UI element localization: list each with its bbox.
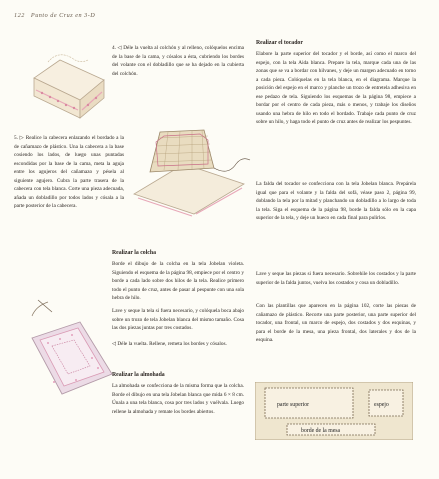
tocador-paragraph-4: Con las plantillas que aparecen en la página 102, corte las piezas de cañamazo de plástico. Recorte una parte posterior, una parte superior del tocador, una frontal, un marco de espejo, dos costados y dos esquinas, y para el borde de la mesa, una pieza frontal, dos laterales y dos de la esquina. — [256, 303, 416, 343]
almohada-heading: Realizar la almohada — [112, 372, 165, 378]
page-number: 122 — [14, 12, 25, 19]
almohada-paragraph: La almohada se confecciona de la misma forma que la colcha. Borde el dibujo en una tela Jobelan blanca que mida 6 × 8 cm. Únala a una tela blanca, cosa por tres lados y vuélvala. Luego rellene la almohada y remate los bordes abiertos. — [112, 383, 244, 415]
step-5-text: 5. ▷ Realice la cabecera enlazando el bordado a la de cañamazo de plástico. Una la cabecera a la base cosiendo los lados, de luego unas puntadas escondidas por la base de la cama, meta la aguja entre los agujeros del cañamazo y pésela al siguiente agujero. Cubra la parte trasera de la cabecera con tela blanca. Corte una pieza adecuada, añada un dobladillo por todos lados y cósala a la parte posterior de la cabecera. — [14, 135, 124, 209]
colcha-paragraph-3: ◁ Déle la vuelta. Rellene, remeta los bordes y cósalos. — [112, 341, 227, 347]
tocador-paragraph-3: Lave y seque las piezas si fuera necesario. Sobrehile los costados y la parte superior de la falda juntos, vuelva los costados y cosa un dobladillo. — [256, 271, 416, 286]
step-4-text: 4. ◁ Déle la vuelta al colchón y al relleno, colóquelos encima de la base de la cama, y cósalos a ésta, cubriendo los bordes del volante con el dobladillo que se ha dejado en la cubierta del colchón. — [112, 45, 244, 77]
tocador-paragraph-2: La falda del tocador se confecciona con la tela Jobelan blanca. Prepárela igual que para el volante y la falda del sofá, véase paso 2, página 99, doblando la tela por la mitad y planchando un dobladillo a lo largo de toda la tela. Siga el esquema de la página 98, borde la falda sólo en la capa superior de la tela, y deje un hueco en cada final para pulirlos. — [256, 181, 416, 221]
colcha-heading: Realizar la colcha — [112, 250, 157, 256]
pillow-illustration — [26, 296, 116, 400]
tocador-paragraph-1: Elabore la parte superior del tocador y el borde, así como el marco del espejo, con la tela Aida blanca. Prepare la tela, marque cada una de las zonas que se va a bordar con hilvanes, y deje un margen adecuado en torno a cada pieza. Colóquelas en la tela blanca, en el diagrama. Marque la posición del espejo en el marco y planche un trozo de entretela adhesiva en ese pedazo de tela. Siguiendo los esquemas de la página 98, empiece a bordar por el centro de cada pieza, más o menos, y trabaje los diseños usando una hebra de hilo en todo el bordado. Trabaje cada punto de cruz sobre un hilo, y haga todo el punto de cruz antes de realizar los pespuntes. — [256, 51, 416, 125]
label-borde-de-la-mesa: borde de la mesa — [301, 428, 341, 434]
running-title: Punto de Cruz en 3-D — [30, 12, 96, 19]
headboard-illustration — [124, 124, 252, 224]
page-header — [14, 12, 95, 19]
label-espejo: espejo — [374, 402, 389, 408]
fabric-layout-diagram — [255, 382, 413, 440]
label-parte-superior: parte superior — [277, 402, 310, 408]
tocador-heading: Realizar el tocador — [256, 40, 303, 46]
colcha-paragraph-2: Lave y seque la tela si fuera necesario, y colóquela boca abajo sobre un trozo de tela Jobelan blanca del mismo tamaño. Cosa las dos piezas juntas por tres costados. — [112, 308, 244, 331]
mattress-illustration — [28, 42, 108, 120]
colcha-paragraph-1: Borde el dibujo de la colcha en la tela Jobelan violeta. Siguiendo el esquema de la página 98, empiece por el centro y borde a cada lado sobre dos hilos de la tela. Realice primero todo el punto de cruz, antes de pasar al pespunte con una sola hebra de hilo. — [112, 261, 244, 301]
